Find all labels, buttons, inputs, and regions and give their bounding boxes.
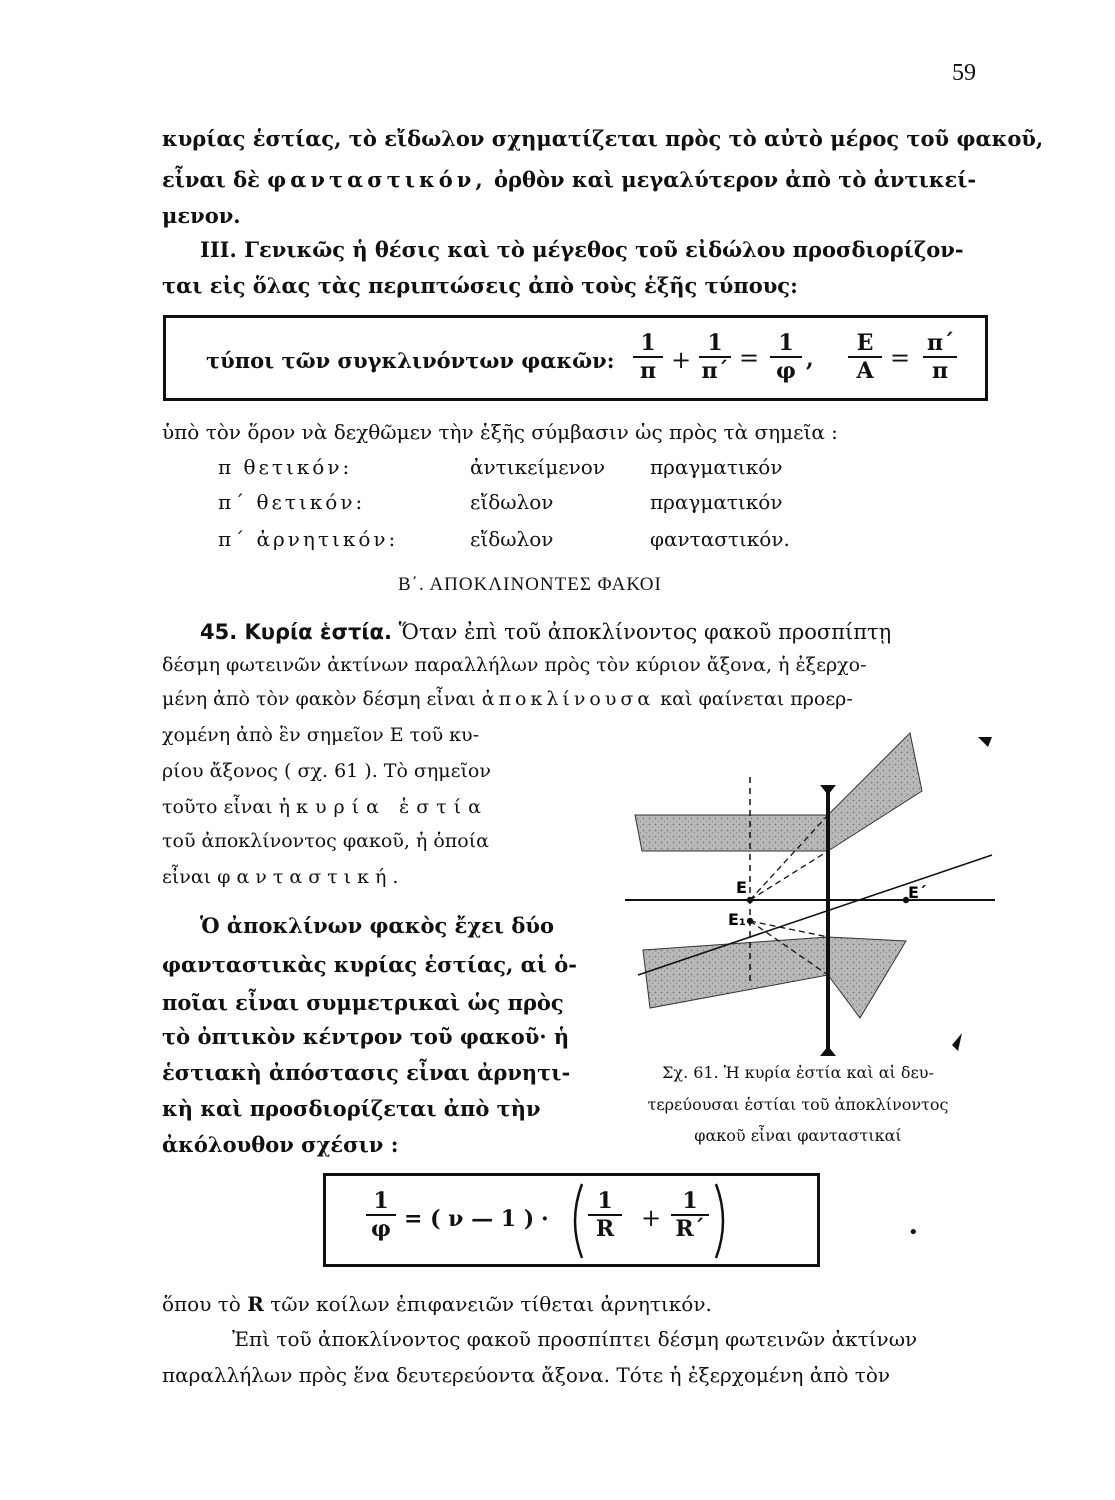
convention-what-3: εἴδωλον (470, 527, 554, 551)
equals-sign: = (739, 344, 760, 372)
denominator: Α (856, 358, 874, 384)
lens-bottom-arrow (820, 1046, 836, 1056)
numerator: 1 (588, 1188, 622, 1216)
convention-what-2: εἴδωλον (470, 490, 554, 514)
plus-sign: + (641, 1204, 662, 1232)
margin-bullet: • (908, 1222, 919, 1243)
para45-line-1-text: Ὅταν ἐπὶ τοῦ ἀποκλίνοντος φακοῦ προσπίπτῃ (398, 620, 892, 644)
figure-caption-line-2: τερεύουσαι ἑστίαι τοῦ ἀποκλίνοντος (647, 1095, 949, 1114)
denominator: φ (776, 358, 796, 384)
para45-line-2: δέσμη φωτεινῶν ἀκτίνων παραλλήλων πρὸς τὸν κύριον ἄξονα, ἡ ἐξερχο- (162, 654, 867, 676)
right-paren (712, 1182, 732, 1260)
para45-emphasis-kyria-estia: κυρία ἑστία (296, 796, 488, 818)
bold-para-line-2: φανταστικὰς κυρίας ἑστίας, αἱ ὁ- (162, 952, 577, 977)
bold-para-line-7: ἀκόλουθον σχέσιν : (162, 1132, 399, 1157)
denominator: π (639, 358, 657, 384)
numerator: 1 (699, 330, 731, 358)
intro-line-2-post: ὀρθὸν καὶ μεγαλύτερον ἀπὸ τὸ ἀντικεί- (486, 167, 977, 192)
bold-para-line-5: ἑστιακὴ ἀπόστασις εἶναι ἀρνητι- (162, 1060, 571, 1085)
fraction-1-over-R (588, 1188, 622, 1242)
denominator: R (595, 1216, 615, 1242)
figure-caption-line-3: φακοῦ εἶναι φανταστικαί (694, 1126, 902, 1145)
denominator: φ (371, 1216, 391, 1242)
closing-line-1-pre: ὅπου τὸ (162, 1292, 248, 1316)
formula2-equals-part: = ( ν — 1 ) (404, 1206, 535, 1232)
intro-line-5: ται εἰς ὅλας τὰς περιπτώσεις ἀπὸ τοὺς ἑξῆς τύπους: (162, 273, 798, 298)
figure-61-diverging-lens (600, 715, 1000, 1070)
fraction-1-over-pi-prime (699, 330, 731, 384)
lens-top-arrow (820, 785, 836, 795)
para45-line-6-pre: τοῦτο εἶναι ἡ (162, 796, 297, 818)
incident-beam-oblique (643, 937, 828, 1008)
fraction-E-over-A (848, 330, 882, 384)
label-E1: Ε₁ (728, 910, 746, 929)
convention-what-1: ἀντικείμενον (470, 455, 605, 479)
convention-intro: ὑπὸ τὸν ὅρον νὰ δεχθῶμεν τὴν ἑξῆς σύμβασιν ὡς πρὸς τὰ σημεῖα : (162, 420, 838, 444)
para45-line-3 (162, 688, 853, 710)
convention-kind-1: πραγματικόν (650, 455, 783, 479)
fraction-1-over-pi (633, 330, 663, 384)
intro-line-3: μενον. (162, 203, 241, 228)
bold-para-line-6: κὴ καὶ προσδιορίζεται ἀπὸ τὴν (162, 1096, 541, 1121)
closing-line-1-post: τῶν κοίλων ἐπιφανειῶν τίθεται ἀρνητικόν. (263, 1292, 712, 1316)
comma: , (806, 346, 814, 372)
denominator: π (931, 358, 949, 384)
numerator: Ε (848, 330, 882, 358)
convention-sign-3: π΄ ἀρνητικόν: (218, 527, 399, 551)
diverging-lens-formula-box (323, 1173, 820, 1267)
fraction-1-over-phi (366, 1188, 396, 1242)
para45-line-4: χομένη ἀπὸ ἓν σημεῖον Ε τοῦ κυ- (162, 724, 480, 746)
multiply-dot: · (541, 1206, 549, 1232)
fraction-1-over-R-prime (671, 1188, 709, 1242)
para45-emphasis-apoklinousa: ἀποκλίνουσα (481, 688, 655, 710)
page-number: 59 (952, 60, 976, 86)
diverging-beam-upper (828, 733, 922, 851)
para45-line-3-post: καὶ φαίνεται προερ- (654, 688, 853, 710)
closing-line-2: Ἐπὶ τοῦ ἀποκλίνοντος φακοῦ προσπίπτει δέσμη φωτεινῶν ἀκτίνων (232, 1327, 918, 1351)
para45-line-3-pre: μένη ἀπὸ τὸν φακὸν δέσμη εἶναι (162, 688, 482, 710)
para45-emphasis-fantastiki: φανταστική. (217, 866, 405, 888)
formula1-label: τύποι τῶν συγκλινόντων φακῶν: (206, 348, 615, 373)
fraction-1-over-phi (770, 330, 802, 384)
plus-sign: + (671, 346, 692, 374)
denominator: R΄ (675, 1216, 705, 1242)
intro-line-2-pre: εἶναι δὲ (162, 167, 268, 192)
bold-para-line-4: τὸ ὀπτικὸν κέντρον τοῦ φακοῦ· ἡ (162, 1024, 570, 1049)
diverging-beam-lower (828, 937, 906, 1018)
intro-line-2 (162, 167, 976, 192)
numerator: 1 (671, 1188, 709, 1216)
bold-para-line-1: Ὁ ἀποκλίνων φακὸς ἔχει δύο (200, 913, 554, 938)
figure-caption-line-1: Σχ. 61. Ἡ κυρία ἑστία καὶ αἱ δευ- (662, 1063, 934, 1082)
projection-line (750, 851, 828, 900)
closing-line-3: παραλλήλων πρὸς ἕνα δευτερεύοντα ἄξονα. Τότε ἡ ἐξερχομένη ἀπὸ τὸν (162, 1363, 891, 1387)
ray-arrow (952, 1033, 962, 1051)
closing-line-1 (162, 1292, 712, 1316)
ray-arrow (978, 737, 992, 747)
intro-line-1: κυρίας ἑστίας, τὸ εἴδωλον σχηματίζεται πρὸς τὸ αὐτὸ μέρος τοῦ φακοῦ, (162, 126, 1044, 151)
section-heading: Β΄. ΑΠΟΚΛΙΝΟΝΤΕΣ ΦΑΚΟΙ (398, 574, 662, 595)
numerator: 1 (770, 330, 802, 358)
para45-line-1 (200, 620, 891, 644)
para45-line-6 (162, 796, 488, 818)
convention-kind-3: φανταστικόν. (650, 527, 790, 551)
numerator: 1 (633, 330, 663, 358)
label-E: Ε (736, 878, 747, 897)
focus-point-E (747, 897, 753, 903)
para45-line-5: ρίου ἄξονος ( σχ. 61 ). Τὸ σημεῖον (162, 760, 491, 782)
convention-sign-1: π θετικόν: (218, 455, 353, 479)
para45-line-8 (162, 866, 404, 888)
converging-lens-formula-box (163, 315, 988, 401)
convention-sign-2: π΄ θετικόν: (218, 490, 366, 514)
bold-para-line-3: ποῖαι εἶναι συμμετρικαὶ ὡς πρὸς (162, 990, 564, 1015)
left-paren (566, 1182, 586, 1260)
intro-line-4: III. Γενικῶς ἡ θέσις καὶ τὸ μέγεθος τοῦ εἰδώλου προσδιορίζον- (200, 237, 964, 262)
numerator: π΄ (923, 330, 957, 358)
closing-R-symbol: R (247, 1292, 264, 1316)
numerator: 1 (366, 1188, 396, 1216)
denominator: π΄ (701, 358, 729, 384)
para45-line-8-pre: εἶναι (162, 866, 218, 888)
para45-title: 45. Κυρία ἑστία. (200, 620, 392, 644)
para45-line-7: τοῦ ἀποκλίνοντος φακοῦ, ἡ ὁποία (162, 830, 489, 852)
equals-sign-2: = (890, 344, 911, 372)
label-E-prime: Ε΄ (908, 883, 926, 902)
secondary-focus-E1 (747, 918, 753, 924)
fraction-pi-prime-over-pi (923, 330, 957, 384)
convention-kind-2: πραγματικόν (650, 490, 783, 514)
intro-emphasis-fantastikon: φανταστικόν, (267, 167, 487, 192)
